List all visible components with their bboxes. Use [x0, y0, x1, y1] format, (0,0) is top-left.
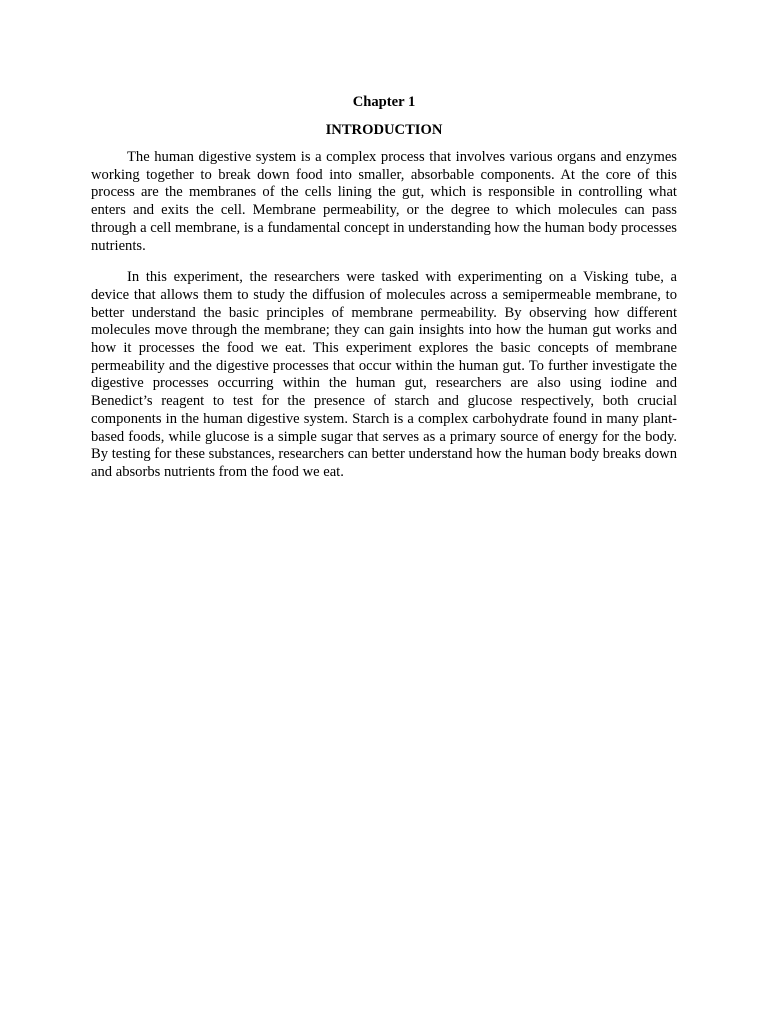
chapter-label: Chapter 1 [352, 94, 416, 110]
body-paragraph: In this experiment, the researchers were tasked with experimenting on a Visking tube, a device that allows them to study the diffusion of molecules across a semipermeable membrane, to better understand the basic principles of membrane permeability. By observing how different molecules move through the membrane; they can gain insights into how the human gut works and how it processes the food we eat. This experiment explores the basic concepts of membrane permeability and the digestive processes that occur within the human gut. To further investigate the digestive processes occurring within the human gut, researchers are also using iodine and Benedict’s reagent to test for the presence of starch and glucose respectively, both crucial components in the human digestive system. Starch is a complex carbohydrate found in many plant-based foods, while glucose is a simple sugar that serves as a primary source of energy for the body. By testing for these substances, researchers can better understand how the human body breaks down and absorbs nutrients from the food we eat. [91, 269, 677, 480]
body-paragraph: The human digestive system is a complex process that involves various organs and enzymes working together to break down food into smaller, absorbable components. At the core of this process are the membranes of the cells lining the gut, which is responsible in controlling what enters and exits the cell. Membrane permeability, or the degree to which molecules can pass through a cell membrane, is a fundamental concept in understanding how the human body processes nutrients. [91, 149, 677, 254]
chapter-title: INTRODUCTION [325, 122, 443, 138]
